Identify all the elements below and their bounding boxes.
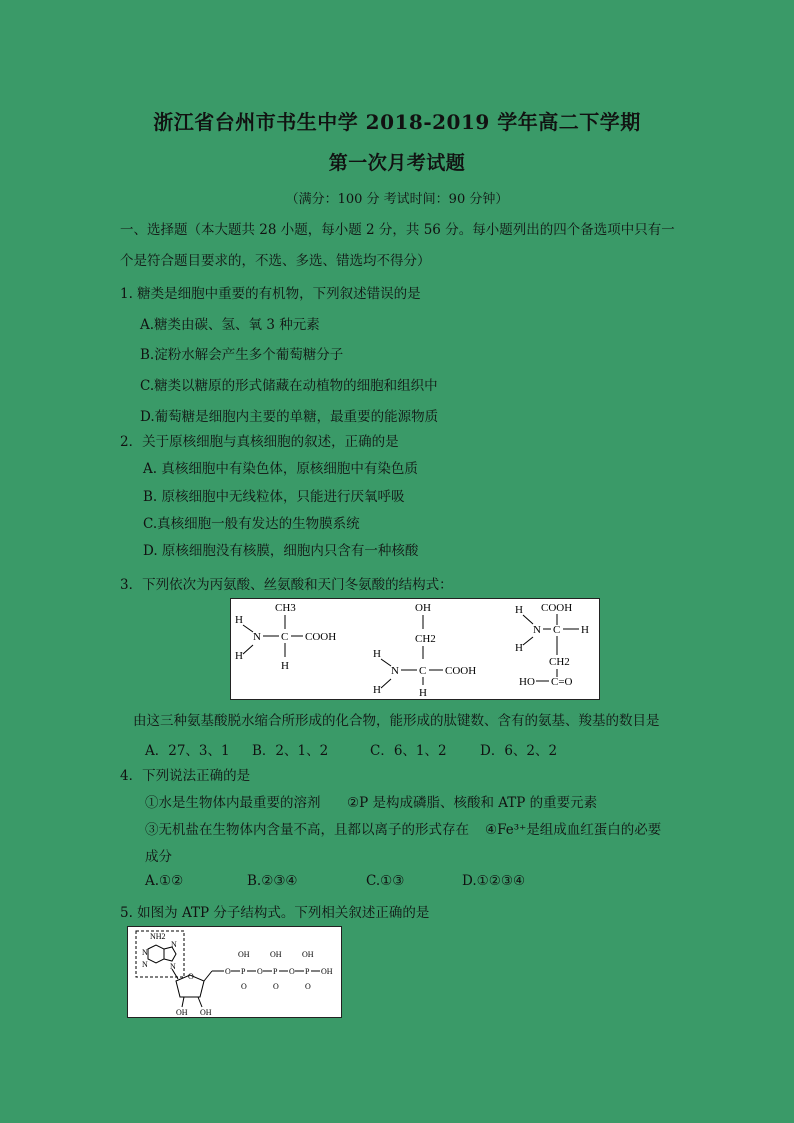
q1-option-b: B.淀粉水解会产生多个葡萄糖分子 — [140, 347, 344, 363]
atp-p1: P — [241, 967, 246, 976]
asp-ho: HO — [519, 676, 535, 688]
q4-option-c: C.①③ — [366, 873, 405, 889]
atp-n4: N — [170, 962, 176, 971]
atp-n3: N — [171, 940, 177, 949]
ala-cooh: COOH — [305, 631, 337, 643]
ser-h2: H — [373, 684, 381, 696]
atp-o2: O — [257, 967, 263, 976]
ala-h2: H — [235, 650, 243, 662]
ser-cooh: COOH — [445, 665, 477, 677]
q4-statement-3: ③无机盐在生物体内含量不高，且都以离子的形式存在 — [145, 822, 469, 838]
q4-option-b: B.②③④ — [247, 873, 298, 889]
atp-oh4: OH — [321, 967, 333, 976]
atp-o1: O — [225, 967, 231, 976]
q3-option-c: C．6、1、2 — [370, 743, 447, 759]
atp-oh-b: OH — [200, 1008, 212, 1017]
ala-c: C — [281, 631, 289, 643]
q4-statement-4: ④Fe³⁺是组成血红蛋白的必要 — [485, 822, 662, 838]
atp-structure-box — [127, 926, 342, 1018]
q3-option-a: A．27、3、1 — [145, 743, 230, 759]
asp-ch2: CH2 — [549, 656, 570, 668]
q1-stem: 1. 糖类是细胞中重要的有机物，下列叙述错误的是 — [120, 286, 421, 302]
atp-oh1: OH — [238, 950, 250, 959]
asp-co: C=O — [551, 676, 573, 688]
ser-ch2: CH2 — [415, 633, 436, 645]
atp-po3: O — [305, 982, 311, 991]
atp-oh-a: OH — [176, 1008, 188, 1017]
atp-structure — [128, 927, 341, 1017]
q4-stem: 4．下列说法正确的是 — [120, 768, 251, 784]
asp-h1: H — [515, 604, 523, 616]
ala-h1: H — [235, 614, 243, 626]
q2-option-d: D. 原核细胞没有核膜，细胞内只含有一种核酸 — [143, 543, 419, 559]
q5-stem: 5. 如图为 ATP 分子结构式。下列相关叙述正确的是 — [120, 905, 430, 921]
q4-statement-1: ①水是生物体内最重要的溶剂 — [145, 795, 321, 811]
q1-option-d: D.葡萄糖是细胞内主要的单糖，最重要的能源物质 — [140, 409, 439, 425]
atp-oh3: OH — [302, 950, 314, 959]
q2-stem: 2．关于原核细胞与真核细胞的叙述，正确的是 — [120, 434, 399, 450]
q3-question: 由这三种氨基酸脱水缩合所形成的化合物，能形成的肽键数、含有的氨基、羧基的数目是 — [133, 713, 660, 729]
q3-option-b: B．2、1、2 — [252, 743, 329, 759]
atp-nh2: NH2 — [150, 932, 166, 941]
atp-n1: N — [142, 948, 148, 957]
atp-o3: O — [289, 967, 295, 976]
section-intro-1: 一、选择题（本大题共 28 小题，每小题 2 分，共 56 分。每小题列出的四个备选项中只有一 — [120, 222, 675, 238]
atp-ring-o: O — [188, 972, 194, 981]
atp-oh2: OH — [270, 950, 282, 959]
q1-option-a: A.糖类由碳、氢、氧 3 种元素 — [140, 317, 320, 333]
section-intro-2: 个是符合题目要求的，不选、多选、错选均不得分） — [120, 253, 431, 269]
q1-option-c: C.糖类以糖原的形式储藏在动植物的细胞和组织中 — [140, 378, 438, 394]
atp-po2: O — [273, 982, 279, 991]
q2-option-c: C.真核细胞一般有发达的生物膜系统 — [143, 516, 360, 532]
q4-option-a: A.①② — [145, 873, 184, 889]
ala-ch3: CH3 — [275, 602, 296, 614]
asp-c: C — [553, 624, 561, 636]
q4-statement-2: ②P 是构成磷脂、核酸和 ATP 的重要元素 — [347, 795, 598, 811]
atp-p3: P — [305, 967, 310, 976]
q4-option-d: D.①②③④ — [462, 873, 526, 889]
amino-acid-formula-box — [230, 598, 600, 700]
q3-option-d: D．6、2、2 — [480, 743, 558, 759]
q3-stem: 3．下列依次为丙氨酸、丝氨酸和天门冬氨酸的结构式： — [120, 577, 453, 593]
atp-p2: P — [273, 967, 278, 976]
atp-n2: N — [142, 960, 148, 969]
ser-h1: H — [373, 648, 381, 660]
ser-h3: H — [419, 687, 427, 699]
ser-c: C — [419, 665, 427, 677]
ser-n: N — [391, 665, 399, 677]
asp-h2: H — [581, 624, 589, 636]
ala-h3: H — [281, 660, 289, 672]
asp-cooh: COOH — [541, 602, 573, 614]
asp-n: N — [533, 624, 541, 636]
q2-option-b: B. 原核细胞中无线粒体，只能进行厌氧呼吸 — [143, 489, 405, 505]
title-line-2: 第一次月考试题 — [328, 152, 466, 174]
amino-acid-formulas — [231, 599, 599, 699]
q4-statement-4-cont: 成分 — [145, 849, 172, 865]
ala-n: N — [253, 631, 261, 643]
ser-oh: OH — [415, 602, 431, 614]
atp-po1: O — [241, 982, 247, 991]
title-line-1: 浙江省台州市书生中学 2018-2019 学年高二下学期 — [153, 110, 641, 134]
q2-option-a: A. 真核细胞中有染色体，原核细胞中有染色质 — [143, 461, 418, 477]
asp-h3: H — [515, 642, 523, 654]
exam-info: （满分：100 分 考试时间：90 分钟） — [285, 192, 509, 207]
